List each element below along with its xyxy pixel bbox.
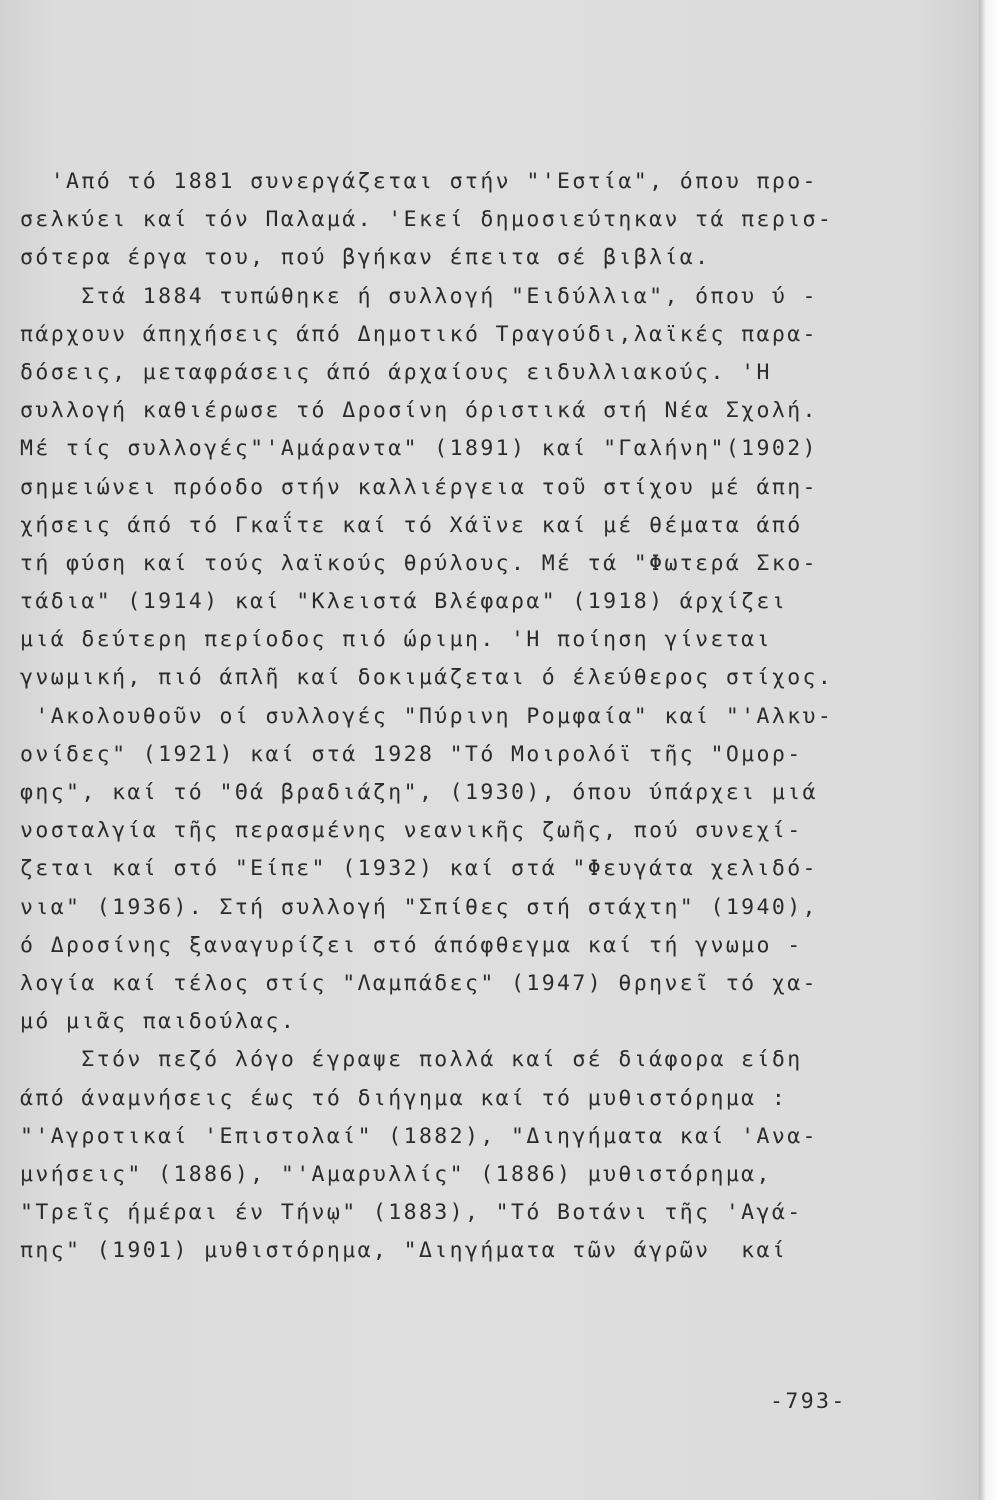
text-line: "'Αγροτικαί 'Επιστολαί" (1882), "Διηγήματα καί 'Ανα- xyxy=(20,1123,818,1149)
text-line: γνωμική, πιό άπλῆ καί δοκιμάζεται ό έλεύθερος στίχος. xyxy=(20,665,834,691)
text-line: 'Ακολουθοῦν οί συλλογές "Πύρινη Ρομφαία" καί "'Αλκυ- xyxy=(20,703,834,729)
page-edge xyxy=(979,0,999,1500)
text-line: ονίδες" (1921) καί στά 1928 "Τό Μοιρολόϊ τῆς "Ομορ- xyxy=(20,741,803,767)
text-line: ζεται καί στό "Είπε" (1932) καί στά "Φευγάτα χελιδό- xyxy=(20,856,818,882)
body-text xyxy=(20,163,920,1270)
text-line: Μέ τίς συλλογές"'Αμάραντα" (1891) καί "Γαλήνη"(1902) xyxy=(20,436,818,462)
text-line: δόσεις, μεταφράσεις άπό άρχαίους ειδυλλιακούς. 'Η xyxy=(20,359,772,385)
text-line: ό Δροσίνης ξαναγυρίζει στό άπόφθεγμα καί τή γνωμο - xyxy=(20,932,803,958)
text-line: μιά δεύτερη περίοδος πιό ώριμη. 'Η ποίηση γίνεται xyxy=(20,627,772,653)
text-line: λογία καί τέλος στίς "Λαμπάδες" (1947) θρηνεῖ τό χα- xyxy=(20,970,818,996)
text-line: "Τρεῖς ήμέραι έν Τήνῳ" (1883), "Τό Βοτάνι τῆς 'Αγά- xyxy=(20,1200,803,1226)
text-line: Στόν πεζό λόγο έγραψε πολλά καί σέ διάφορα είδη xyxy=(20,1047,803,1073)
text-line: νοσταλγία τῆς περασμένης νεανικῆς ζωῆς, πού συνεχί- xyxy=(20,818,803,844)
text-line: σότερα έργα του, πού βγήκαν έπειτα σέ βιβλία. xyxy=(20,245,711,271)
text-line: άπό άναμνήσεις έως τό διήγημα καί τό μυθιστόρημα : xyxy=(20,1085,788,1111)
text-line: φης", καί τό "Θά βραδιάζη", (1930), όπου ύπάρχει μιά xyxy=(20,780,818,805)
page-number: -793- xyxy=(770,1389,847,1414)
text-line: νια" (1936). Στή συλλογή "Σπίθες στή στάχτη" (1940), xyxy=(20,894,818,920)
text-line: χήσεις άπό τό Γκαΐτε καί τό Χάϊνε καί μέ θέματα άπό xyxy=(20,512,803,538)
text-line: πάρχουν άπηχήσεις άπό Δημοτικό Τραγούδι,λαϊκές παρα- xyxy=(20,321,818,347)
text-line: τή φύση καί τούς λαϊκούς θρύλους. Μέ τά "Φωτερά Σκο- xyxy=(20,550,818,576)
text-line: 'Από τό 1881 συνεργάζεται στήν "'Εστία", όπου προ- xyxy=(20,169,818,194)
text-line: τάδια" (1914) καί "Κλειστά Βλέφαρα" (1918) άρχίζει xyxy=(20,589,788,615)
text-line: μνήσεις" (1886), "'Αμαρυλλίς" (1886) μυθιστόρημα, xyxy=(20,1161,772,1187)
text-line: Στά 1884 τυπώθηκε ή συλλογή "Ειδύλλια", όπου ύ - xyxy=(20,283,818,309)
text-line: μό μιᾶς παιδούλας. xyxy=(20,1009,297,1035)
text-line: συλλογή καθιέρωσε τό Δροσίνη όριστικά στή Νέα Σχολή. xyxy=(20,398,818,424)
text-line: πης" (1901) μυθιστόρημα, "Διηγήματα τῶν άγρῶν καί xyxy=(20,1238,788,1264)
text-line: σημειώνει πρόοδο στήν καλλιέργεια τοῦ στίχου μέ άπη- xyxy=(20,474,818,500)
text-line: σελκύει καί τόν Παλαμά. 'Εκεί δημοσιεύτηκαν τά περισ- xyxy=(20,207,834,233)
